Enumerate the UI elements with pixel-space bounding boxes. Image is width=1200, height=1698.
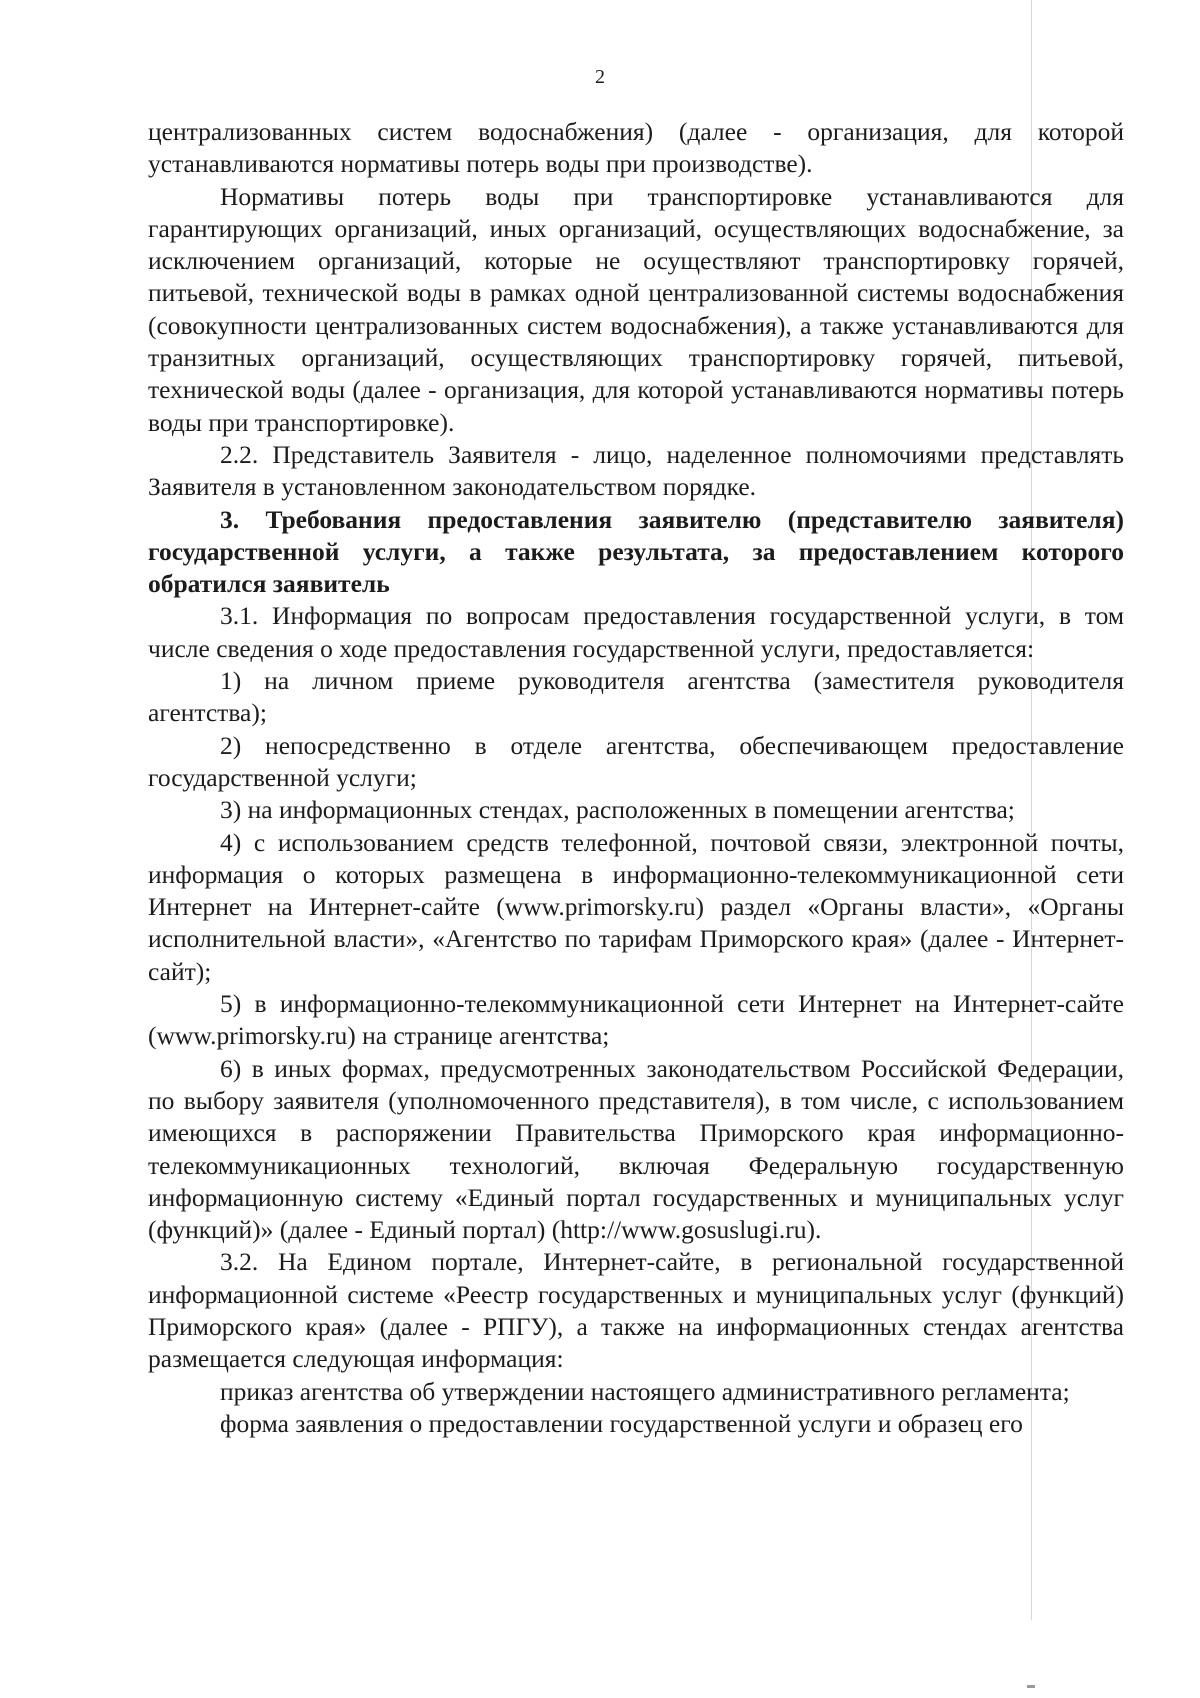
info-item-application-form: форма заявления о предоставлении государственной услуги и образец его [220,1408,1023,1438]
list-item-6: 6) в иных формах, предусмотренных законодательством Российской Федерации, по выбору заявителя (уполномоченного представителя), в том числе, с использованием имеющихся в распоряжении Правительства Приморского края информационно-телекоммуникационных технологий, включая Федеральную государственную информационную систему «Единый портал государственных и муниципальных услуг (функций)» (далее - Единый портал) (http://www.gosuslugi.ru). [148,1053,1124,1245]
page-number: 2 [595,66,605,88]
paragraph-3-2: 3.2. На Едином портале, Интернет-сайте, в региональной государственной информационной системе «Реестр государственных и муниципальных услуг (функций) Приморского края» (далее - РПГУ), а также на информационных стендах агентства размещается следующая информация: [148,1247,1124,1374]
list-item-5: 5) в информационно-телекоммуникационной сети Интернет на Интернет-сайте (www.primorsky.ru) на странице агентства; [148,989,1124,1051]
paragraph-transport-losses: Нормативы потерь воды при транспортировке устанавливаются для гарантирующих организаций, иных организаций, осуществляющих водоснабжение, за исключением организаций, которые не осуществляют транспортировку горячей, питьевой, технической воды в рамках одной централизованной системы водоснабжения (совокупности централизованных систем водоснабжения), а также устанавливаются для транзитных организаций, осуществляющих транспортировку горячей, питьевой, технической воды (далее - организация, для которой устанавливаются нормативы потерь воды при транспортировке). [148,181,1124,437]
info-item-order: приказ агентства об утверждении настоящего административного регламента; [220,1376,1070,1406]
list-item-4: 4) с использованием средств телефонной, почтовой связи, электронной почты, информация о которых размещена в информационно-телекоммуникационной сети Интернет на Интернет-сайте (www.primorsky.ru) раздел «Органы власти», «Органы исполнительной власти», «Агентство по тарифам Приморского края» (далее - Интернет-сайт); [148,827,1124,986]
list-item-3: 3) на информационных стендах, расположенных в помещении агентства; [220,795,1015,825]
list-item-1: 1) на личном приеме руководителя агентства (заместителя руководителя агентства); [148,666,1124,728]
document-body [148,116,1124,1440]
list-item-2: 2) непосредственно в отделе агентства, обеспечивающем предоставление государственной услуги; [148,730,1124,792]
scan-mark [1027,1685,1035,1688]
paragraph-continuation: централизованных систем водоснабжения) (далее - организация, для которой устанавливаются нормативы потерь воды при производстве). [148,117,1124,179]
paragraph-2-2: 2.2. Представитель Заявителя - лицо, наделенное полномочиями представлять Заявителя в установленном законодательством порядке. [148,439,1124,502]
section-heading-3: 3. Требования предоставления заявителю (представителю заявителя) государственной услуги, а также результата, за предоставлением которого обратился заявитель [148,504,1124,599]
paragraph-3-1: 3.1. Информация по вопросам предоставления государственной услуги, в том числе сведения о ходе предоставления государственной услуги, предоставляется: [148,601,1124,663]
